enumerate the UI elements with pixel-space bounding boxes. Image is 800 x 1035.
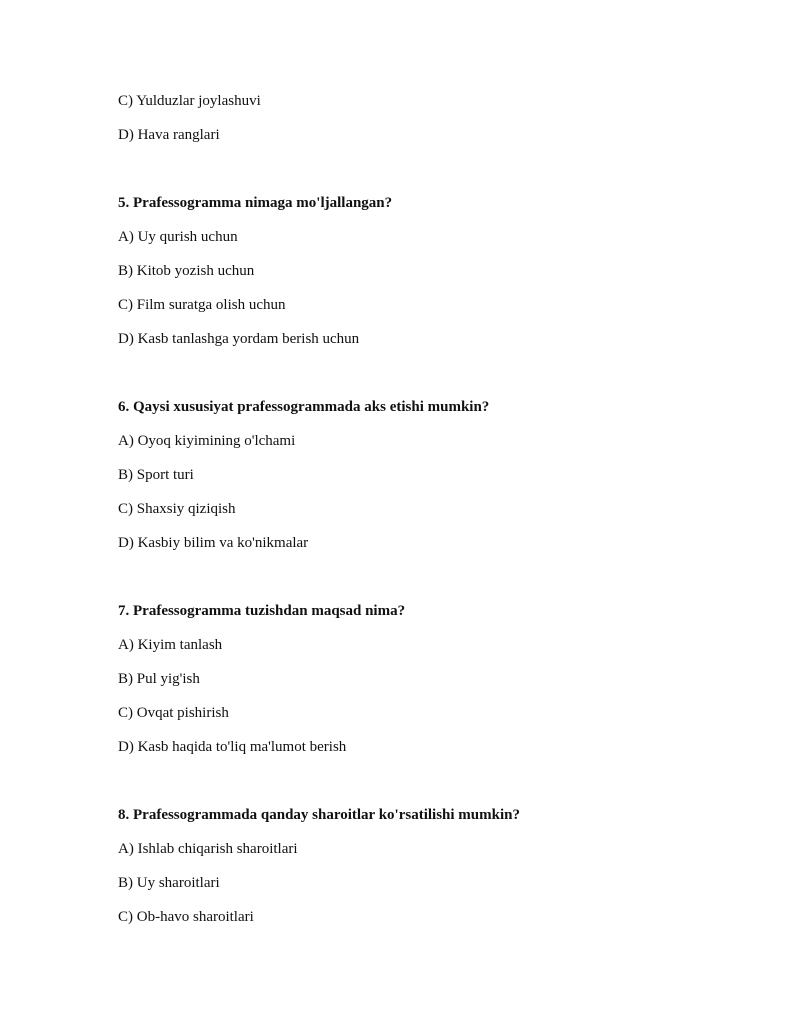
answer-option: B) Sport turi [118, 467, 194, 483]
answer-option: D) Hava ranglari [118, 127, 220, 143]
answer-option: B) Pul yig'ish [118, 671, 200, 687]
answer-option: D) Kasb haqida to'liq ma'lumot berish [118, 739, 347, 755]
question-title: 5. Prafessogramma nimaga mo'ljallangan? [118, 195, 393, 211]
question-5 [118, 193, 758, 349]
answer-option: A) Oyoq kiyimining o'lchami [118, 433, 296, 449]
question-4-fragment [118, 91, 758, 145]
answer-option: C) Film suratga olish uchun [118, 297, 286, 313]
question-8 [118, 805, 758, 927]
answer-option: A) Uy qurish uchun [118, 229, 238, 245]
question-6 [118, 397, 758, 553]
question-title: 8. Prafessogrammada qanday sharoitlar ko'rsatilishi mumkin? [118, 807, 520, 823]
question-title: 7. Prafessogramma tuzishdan maqsad nima? [118, 603, 406, 619]
answer-option: A) Kiyim tanlash [118, 637, 223, 653]
answer-option: B) Uy sharoitlari [118, 875, 220, 891]
question-title: 6. Qaysi xususiyat prafessogrammada aks etishi mumkin? [118, 399, 490, 415]
document-page [118, 91, 758, 941]
answer-option: D) Kasbiy bilim va ko'nikmalar [118, 535, 309, 551]
question-7 [118, 601, 758, 757]
answer-option: C) Ob-havo sharoitlari [118, 909, 254, 925]
answer-option: D) Kasb tanlashga yordam berish uchun [118, 331, 360, 347]
answer-option: C) Shaxsiy qiziqish [118, 501, 236, 517]
answer-option: C) Ovqat pishirish [118, 705, 229, 721]
answer-option: A) Ishlab chiqarish sharoitlari [118, 841, 298, 857]
answer-option: B) Kitob yozish uchun [118, 263, 255, 279]
answer-option: C) Yulduzlar joylashuvi [118, 93, 261, 109]
